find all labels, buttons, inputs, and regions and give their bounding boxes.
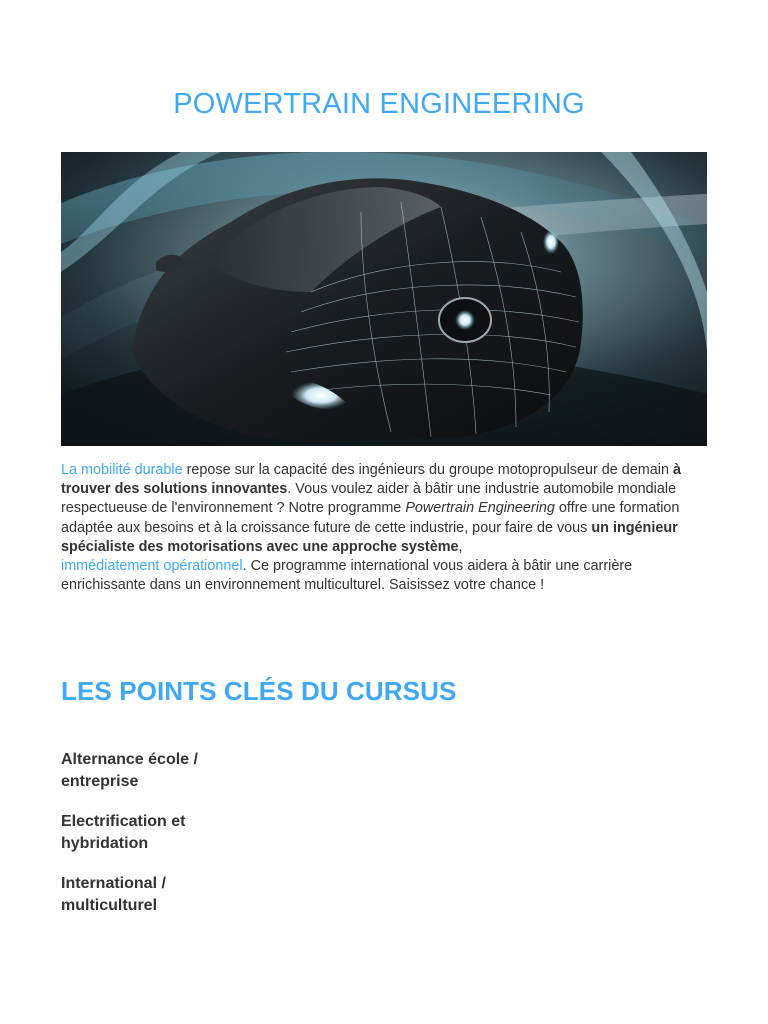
- intro-bold-1: à trouver des solutions innovantes: [61, 462, 682, 498]
- intro-italic-program: Powertrain Engineering: [405, 500, 555, 517]
- key-point-alternance: Alternance école / entreprise: [61, 751, 198, 790]
- intro-bold-2: un ingénieur spécialiste des motorisations avec une approche système: [61, 519, 678, 555]
- page-title: POWERTRAIN ENGINEERING: [173, 88, 585, 120]
- key-points-list: [61, 749, 231, 935]
- link-mobilite-durable[interactable]: La mobilité durable: [61, 462, 183, 478]
- link-immediatement-operationnel[interactable]: immédiatement opérationnel: [61, 558, 243, 575]
- intro-text-3: offre une formation adaptée aux besoins et à la croissance future de cette industrie, pour faire de vous: [61, 500, 680, 536]
- intro-text-2: . Vous voulez aider à bâtir une industrie automobile mondiale respectueuse de l'environnement ? Notre programme: [61, 481, 677, 517]
- key-point-international: International / multiculturel: [61, 875, 166, 914]
- intro-text-1: repose sur la capacité des ingénieurs du groupe motopropulseur de demain: [182, 462, 673, 478]
- intro-text-5: . Ce programme international vous aidera à bâtir une carrière enrichissante dans un environnement multiculturel. Saisissez votre chance !: [61, 558, 633, 594]
- key-point-electrification: Electrification et hybridation: [61, 813, 186, 852]
- intro-paragraph: [61, 461, 711, 595]
- car-wireframe-illustration: [61, 152, 707, 446]
- hero-image: [61, 152, 707, 446]
- intro-text-4: ,: [458, 538, 463, 555]
- section-title: LES POINTS CLÉS DU CURSUS: [61, 676, 457, 706]
